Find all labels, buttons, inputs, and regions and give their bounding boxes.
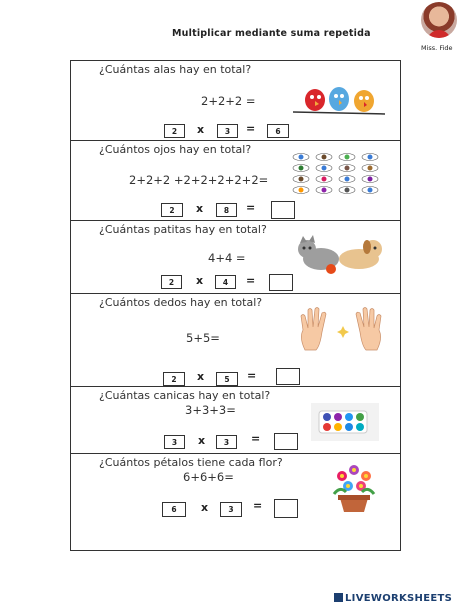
factor-a-box: 2 [161,275,182,289]
equals-sign: = [247,369,257,382]
equals-sign: = [246,122,256,135]
equals-sign: = [246,201,256,214]
exercise-row-marbles [71,387,400,454]
sum-expression: 2+2+2 = [201,94,256,108]
question-text: ¿Cuántas patitas hay en total? [99,223,267,236]
brand-logo-icon [334,593,343,602]
exercise-row-eyes [71,141,400,221]
question-text: ¿Cuántos ojos hay en total? [99,143,252,156]
sum-expression: 6+6+6= [183,470,234,484]
author-avatar [421,2,457,38]
author-name: Miss. Fide [421,44,453,52]
question-text: ¿Cuántos pétalos tiene cada flor? [99,456,283,469]
equals-sign: = [251,432,261,445]
factor-a-box: 3 [164,435,185,449]
question-text: ¿Cuántos dedos hay en total? [99,296,263,309]
exercise-row-petals [71,454,400,552]
times-sign: x [201,501,209,514]
exercise-row-wings [71,61,400,141]
sum-expression: 3+3+3= [185,403,236,417]
answer-input[interactable] [274,433,298,450]
times-sign: x [196,202,204,215]
question-text: ¿Cuántas canicas hay en total? [99,389,271,402]
answer-input[interactable] [276,368,300,385]
times-sign: x [197,123,205,136]
worksheet-table [70,60,401,551]
factor-a-box: 2 [164,124,185,138]
factor-b-box: 4 [215,275,236,289]
times-sign: x [198,434,206,447]
factor-b-box: 8 [216,203,237,217]
exercise-row-legs [71,221,400,294]
equals-sign: = [246,274,256,287]
times-sign: x [197,370,205,383]
equals-sign: = [253,499,263,512]
marbles-picture [309,401,381,443]
cat-and-dog-picture [293,235,385,275]
exercise-row-fingers [71,294,400,387]
answer-input[interactable]: 6 [267,124,289,138]
worksheet-title: Multiplicar mediante suma repetida [172,28,371,39]
hands-picture [299,306,383,354]
sum-expression: 5+5= [186,331,220,345]
factor-b-box: 3 [220,502,242,517]
flower-pot-picture [326,458,382,514]
answer-input[interactable] [271,201,295,219]
answer-input[interactable] [269,274,293,291]
birds-picture [293,81,385,119]
sum-expression: 2+2+2 +2+2+2+2+2= [129,173,269,187]
factor-b-box: 3 [216,435,237,449]
brand-name: LIVEWORKSHEETS [345,593,453,604]
factor-a-box: 2 [161,203,183,217]
eyes-picture [291,151,381,195]
factor-b-box: 5 [216,372,238,386]
answer-input[interactable] [274,499,298,518]
factor-a-box: 2 [163,372,185,386]
factor-a-box: 6 [162,502,186,517]
factor-b-box: 3 [217,124,238,138]
brand-footer [334,593,452,604]
sum-expression: 4+4 = [208,251,246,265]
question-text: ¿Cuántas alas hay en total? [99,63,252,76]
times-sign: x [196,274,204,287]
